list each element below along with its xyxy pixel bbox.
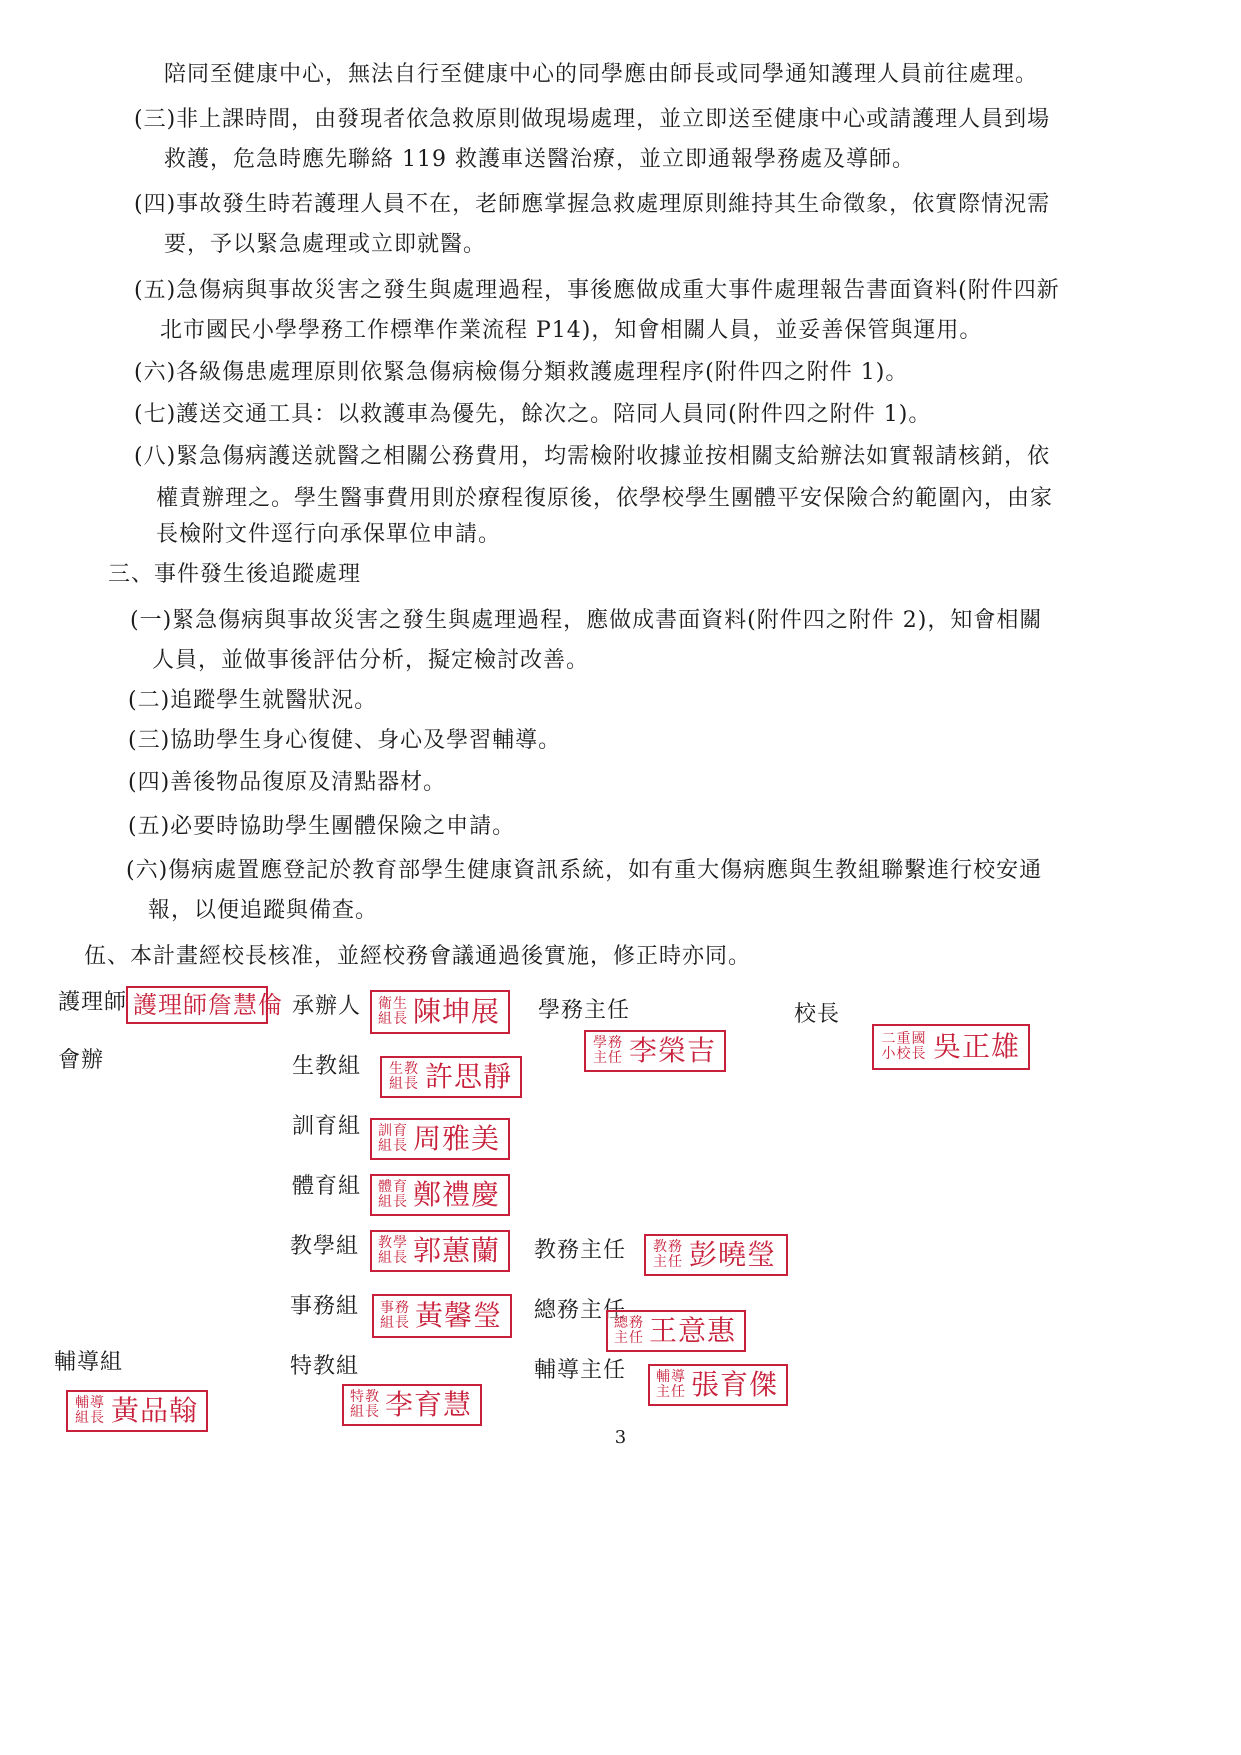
stamp-special-ed-title: 特教組長	[349, 1389, 380, 1420]
stamp-student-affairs-title: 學務主任	[592, 1035, 623, 1066]
stamp-teaching	[370, 1230, 510, 1272]
stamp-counseling-director-name: 張育傑	[690, 1368, 778, 1401]
text-line-13: (一)緊急傷病與事故災害之發生與處理過程，應做成書面資料(附件四之附件 2)，知會相關	[130, 608, 1043, 633]
stamp-nurse	[126, 986, 283, 1024]
stamp-nurse-name: 護理師詹慧倫	[133, 991, 283, 1019]
label-academic-director: 教務主任	[534, 1238, 627, 1263]
stamp-principal	[872, 1024, 1030, 1070]
label-co-sign: 會辦	[58, 1048, 105, 1073]
text-line-11: 權責辦理之。學生醫事費用則於療程復原後，依學校學生團體平安保險合約範圍內，由家	[156, 486, 1054, 511]
stamp-teaching-title: 教學組長	[377, 1235, 408, 1266]
stamp-special-ed-name: 李育慧	[384, 1388, 472, 1421]
stamp-general-director	[606, 1310, 746, 1352]
stamp-general-section-name: 黃馨瑩	[414, 1299, 502, 1332]
text-line-10: (八)緊急傷病護送就醫之相關公務費用，均需檢附收據並按相關支給辦法如實報請核銷，依	[134, 444, 1051, 469]
stamp-counseling-section-title: 輔導組長	[74, 1395, 105, 1426]
label-general-section: 事務組	[290, 1294, 360, 1319]
stamp-special-ed	[342, 1384, 482, 1426]
text-line-7: 北市國民小學學務工作標準作業流程 P14)，知會相關人員，並妥善保管與運用。	[160, 318, 983, 343]
text-line-19: (六)傷病處置應登記於教育部學生健康資訊系統，如有重大傷病應與生教組聯繫進行校安通	[126, 858, 1043, 883]
text-line-20: 報，以便追蹤與備查。	[148, 898, 379, 923]
stamp-teaching-name: 郭蕙蘭	[412, 1234, 500, 1267]
stamp-general-director-name: 王意惠	[648, 1314, 736, 1347]
label-teaching: 教學組	[290, 1234, 360, 1259]
label-guidance-section: 訓育組	[292, 1114, 362, 1139]
stamp-general-director-title: 總務主任	[613, 1315, 644, 1346]
stamp-organizer-name: 陳坤展	[412, 995, 500, 1028]
text-line-12: 長檢附文件逕行向承保單位申請。	[156, 522, 502, 547]
label-counseling-director: 輔導主任	[534, 1358, 627, 1383]
stamp-academic-name: 彭曉瑩	[689, 1238, 777, 1271]
stamp-organizer-title: 衛生組長	[377, 996, 408, 1027]
text-line-16: (三)協助學生身心復健、身心及學習輔導。	[128, 728, 562, 753]
text-line-18: (五)必要時協助學生團體保險之申請。	[128, 814, 516, 839]
stamp-counseling-section-name: 黃品翰	[110, 1394, 198, 1427]
stamp-guidance-section-name: 周雅美	[412, 1122, 500, 1155]
stamp-principal-name: 吳正雄	[932, 1030, 1020, 1063]
stamp-guidance-section	[370, 1118, 510, 1160]
page-number: 3	[614, 1427, 627, 1448]
stamp-counseling-director	[648, 1364, 788, 1406]
label-pe: 體育組	[292, 1174, 362, 1199]
section-heading-5: 伍、本計畫經校長核准，並經校務會議通過後實施，修正時亦同。	[84, 944, 752, 969]
stamp-student-affairs	[584, 1030, 726, 1072]
text-line-3: 救護，危急時應先聯絡 119 救護車送醫治療，並立即通報學務處及導師。	[164, 147, 915, 172]
stamp-academic	[644, 1234, 788, 1276]
text-line-5: 要，予以緊急處理或立即就醫。	[164, 232, 487, 257]
stamp-counseling-director-title: 輔導主任	[655, 1369, 686, 1400]
text-line-2: (三)非上課時間，由發現者依急救原則做現場處理，並立即送至健康中心或請護理人員到場	[134, 107, 1051, 132]
label-counseling-section: 輔導組	[54, 1350, 124, 1375]
stamp-discipline	[380, 1056, 522, 1098]
text-line-17: (四)善後物品復原及清點器材。	[128, 770, 447, 795]
label-student-affairs-director: 學務主任	[538, 998, 631, 1023]
text-line-15: (二)追蹤學生就醫狀況。	[128, 688, 378, 713]
stamp-general-section	[372, 1294, 512, 1338]
text-line-1: 陪同至健康中心，無法自行至健康中心的同學應由師長或同學通知護理人員前往處理。	[164, 62, 1039, 87]
label-principal: 校長	[794, 1002, 841, 1027]
stamp-organizer	[370, 990, 510, 1034]
stamp-academic-title: 教務主任	[653, 1239, 683, 1270]
stamp-principal-title: 二重國小校長	[881, 1031, 927, 1062]
label-discipline: 生教組	[292, 1054, 362, 1079]
stamp-general-section-title: 事務組長	[379, 1300, 410, 1331]
stamp-student-affairs-name: 李榮吉	[628, 1034, 716, 1067]
text-line-8: (六)各級傷患處理原則依緊急傷病檢傷分類救護處理程序(附件四之附件 1)。	[134, 360, 909, 385]
text-line-4: (四)事故發生時若護理人員不在，老師應掌握急救處理原則維持其生命徵象，依實際情況需	[134, 192, 1051, 217]
section-heading-3: 三、事件發生後追蹤處理	[108, 562, 362, 587]
label-general-director: 總務主任	[534, 1298, 627, 1323]
stamp-discipline-name: 許思靜	[424, 1060, 512, 1093]
text-line-6: (五)急傷病與事故災害之發生與處理過程，事後應做成重大事件處理報告書面資料(附件四新	[134, 278, 1060, 303]
text-line-14: 人員，並做事後評估分析，擬定檢討改善。	[152, 648, 590, 673]
stamp-pe-title: 體育組長	[377, 1179, 408, 1210]
label-nurse: 護理師	[58, 990, 128, 1015]
stamp-pe-name: 鄭禮慶	[412, 1178, 500, 1211]
stamp-discipline-title: 生教組長	[388, 1061, 419, 1092]
label-organizer: 承辦人	[292, 994, 362, 1019]
stamp-pe	[370, 1174, 510, 1216]
label-special-ed: 特教組	[290, 1354, 360, 1379]
text-line-9: (七)護送交通工具：以救護車為優先，餘次之。陪同人員同(附件四之附件 1)。	[134, 402, 932, 427]
stamp-guidance-section-title: 訓育組長	[377, 1123, 408, 1154]
